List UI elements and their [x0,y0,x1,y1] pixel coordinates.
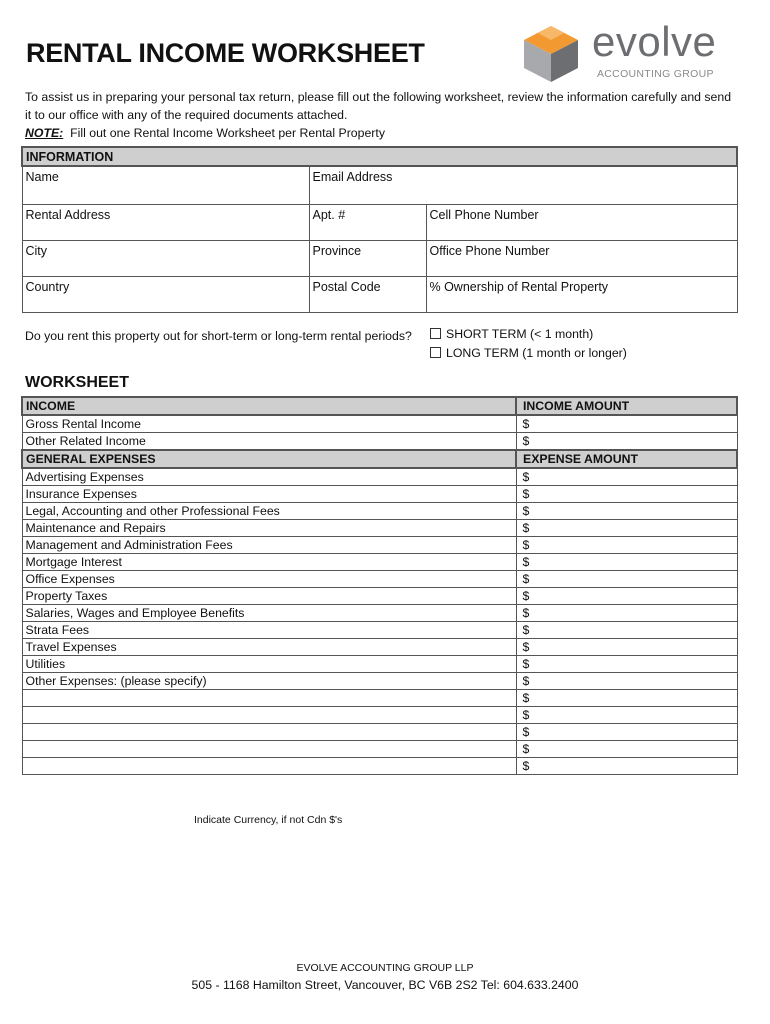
income-item-label: Other Related Income [22,433,516,451]
amount-field[interactable]: $ [516,571,737,588]
city-field[interactable]: City [22,240,309,276]
amount-field[interactable]: $ [516,758,737,775]
worksheet-table [21,396,738,775]
table-row [22,588,737,605]
amount-field[interactable]: $ [516,415,737,433]
amount-field[interactable]: $ [516,503,737,520]
table-row [22,571,737,588]
long-term-option[interactable] [430,346,627,360]
amount-field[interactable]: $ [516,639,737,656]
amount-field[interactable]: $ [516,468,737,486]
information-table [21,146,738,313]
table-row [22,690,737,707]
short-term-checkbox[interactable] [430,328,441,339]
table-row [22,486,737,503]
amount-field[interactable]: $ [516,656,737,673]
income-item-label: Gross Rental Income [22,415,516,433]
amount-field[interactable]: $ [516,741,737,758]
table-row [22,741,737,758]
footer-address: 505 - 1168 Hamilton Street, Vancouver, BC V6B 2S2 Tel: 604.633.2400 [191,978,579,992]
expense-item-label: Management and Administration Fees [22,537,516,554]
income-header [22,397,737,415]
expense-item-label: Maintenance and Repairs [22,520,516,537]
table-row [22,656,737,673]
income-header-label: INCOME [22,397,516,415]
amount-field[interactable]: $ [516,588,737,605]
income-header-amount-label: INCOME AMOUNT [516,397,737,415]
apt-field[interactable]: Apt. # [309,204,426,240]
table-row [22,468,737,486]
expense-item-label [22,707,516,724]
note-text: Fill out one Rental Income Worksheet per Rental Property [70,126,385,140]
amount-field[interactable]: $ [516,690,737,707]
expense-header-label: GENERAL EXPENSES [22,450,516,468]
rental-period-question: Do you rent this property out for short-term or long-term rental periods? [25,329,412,343]
long-term-checkbox[interactable] [430,347,441,358]
rental-address-field[interactable]: Rental Address [22,204,309,240]
table-row [22,433,737,451]
expense-item-label [22,758,516,775]
office-phone-field[interactable]: Office Phone Number [426,240,737,276]
amount-field[interactable]: $ [516,707,737,724]
short-term-option[interactable] [430,327,593,341]
amount-field[interactable]: $ [516,433,737,451]
expense-item-label [22,690,516,707]
expense-item-label: Utilities [22,656,516,673]
intro-note [25,124,735,142]
expense-item-label: Other Expenses: (please specify) [22,673,516,690]
table-row [22,622,737,639]
page-title: RENTAL INCOME WORKSHEET [26,38,425,68]
short-term-label: SHORT TERM (< 1 month) [446,327,594,341]
table-row [22,415,737,433]
email-field[interactable]: Email Address [309,166,737,204]
expense-item-label [22,741,516,758]
worksheet-title: WORKSHEET [25,374,129,391]
expense-item-label: Property Taxes [22,588,516,605]
table-row [22,605,737,622]
table-row [22,537,737,554]
amount-field[interactable]: $ [516,605,737,622]
ownership-field[interactable]: % Ownership of Rental Property [426,276,737,312]
currency-note: Indicate Currency, if not Cdn $'s [194,814,343,826]
expense-item-label: Office Expenses [22,571,516,588]
logo-subtitle: ACCOUNTING GROUP [597,68,714,80]
expense-header-amount-label: EXPENSE AMOUNT [516,450,737,468]
expense-item-label: Mortgage Interest [22,554,516,571]
amount-field[interactable]: $ [516,554,737,571]
table-row [22,554,737,571]
expense-item-label: Salaries, Wages and Employee Benefits [22,605,516,622]
expense-item-label: Strata Fees [22,622,516,639]
logo-wordmark: evolve [592,18,717,65]
cell-phone-field[interactable]: Cell Phone Number [426,204,737,240]
footer-company: EVOLVE ACCOUNTING GROUP LLP [296,962,474,974]
expense-item-label: Insurance Expenses [22,486,516,503]
table-row [22,673,737,690]
country-field[interactable]: Country [22,276,309,312]
intro-text [25,88,735,142]
note-label: NOTE: [25,126,64,140]
province-field[interactable]: Province [309,240,426,276]
expense-item-label [22,724,516,741]
table-row [22,724,737,741]
table-row [22,639,737,656]
table-row [22,503,737,520]
long-term-label: LONG TERM (1 month or longer) [446,346,627,360]
expense-item-label: Travel Expenses [22,639,516,656]
amount-field[interactable]: $ [516,724,737,741]
table-row [22,758,737,775]
table-row [22,707,737,724]
company-logo [520,18,730,84]
amount-field[interactable]: $ [516,486,737,503]
information-header: INFORMATION [22,147,737,166]
expense-header [22,450,737,468]
intro-paragraph: To assist us in preparing your personal tax return, please fill out the following worksheet, review the information carefully and send it to our office with any of the required documents attached. [25,90,732,122]
postal-code-field[interactable]: Postal Code [309,276,426,312]
amount-field[interactable]: $ [516,537,737,554]
logo-cube-icon [520,24,582,84]
amount-field[interactable]: $ [516,673,737,690]
expense-item-label: Advertising Expenses [22,468,516,486]
amount-field[interactable]: $ [516,622,737,639]
table-row [22,520,737,537]
expense-item-label: Legal, Accounting and other Professional Fees [22,503,516,520]
amount-field[interactable]: $ [516,520,737,537]
name-field[interactable]: Name [22,166,309,204]
